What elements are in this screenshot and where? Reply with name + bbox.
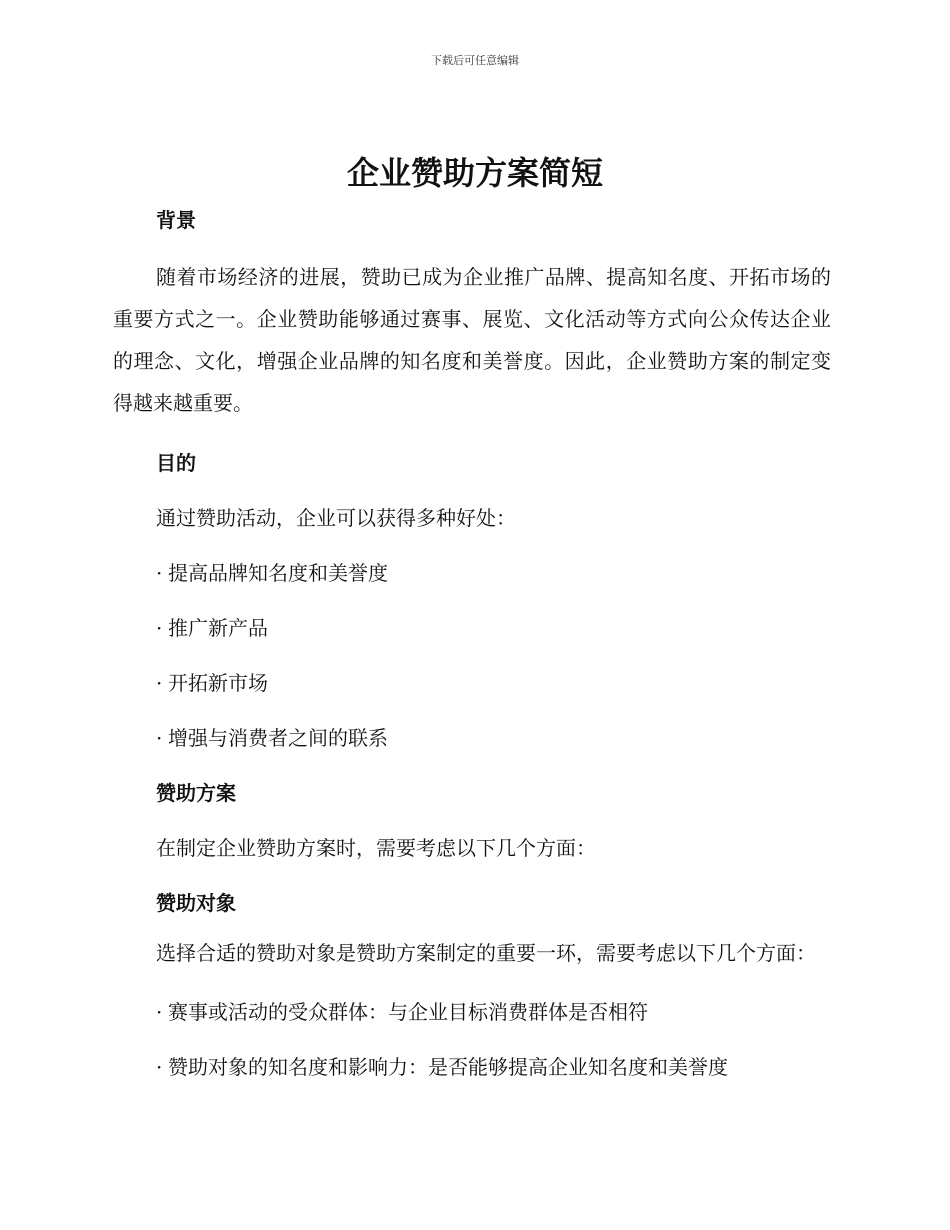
list-item: · 提高品牌知名度和美誉度: [113, 557, 831, 589]
section-heading-plan: 赞助方案: [156, 781, 236, 805]
list-item: · 增强与消费者之间的联系: [113, 722, 831, 754]
target-paragraph: 选择合适的赞助对象是赞助方案制定的重要一环，需要考虑以下几个方面：: [156, 941, 816, 965]
list-item: · 赞助对象的知名度和影响力：是否能够提高企业知名度和美誉度: [113, 1051, 831, 1083]
page-title: 企业赞助方案简短: [346, 154, 603, 192]
bullet-glyph: ·: [156, 561, 163, 585]
header-note: 下载后可任意编辑: [431, 54, 519, 67]
section-heading-purpose: 目的: [156, 451, 196, 475]
purpose-intro: 通过赞助活动，企业可以获得多种好处：: [156, 506, 516, 530]
list-item: · 赛事或活动的受众群体：与企业目标消费群体是否相符: [113, 996, 831, 1028]
bullet-glyph: ·: [156, 1055, 163, 1079]
bullet-glyph: ·: [156, 1000, 163, 1024]
section-heading-background: 背景: [156, 208, 196, 232]
bullet-glyph: ·: [156, 671, 163, 695]
background-paragraph: 随着市场经济的进展，赞助已成为企业推广品牌、提高知名度、开拓市场的重要方式之一。企业赞助能够通过赛事、展览、文化活动等方式向公众传达企业的理念、文化，增强企业品牌的知名度和美誉度。因此，企业赞助方案的制定变得越来越重要。: [113, 265, 831, 415]
section-heading-target: 赞助对象: [156, 891, 236, 915]
document-body: [113, 204, 831, 1083]
plan-intro: 在制定企业赞助方案时，需要考虑以下几个方面：: [156, 836, 596, 860]
bullet-glyph: ·: [156, 726, 163, 750]
list-item: · 推广新产品: [113, 612, 831, 644]
bullet-glyph: ·: [156, 616, 163, 640]
list-item: · 开拓新市场: [113, 667, 831, 699]
